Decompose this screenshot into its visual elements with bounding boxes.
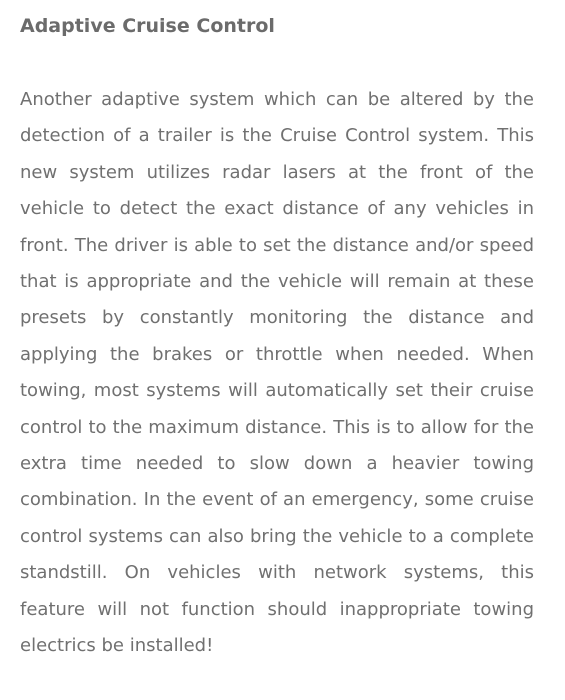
article-body: Another adaptive system which can be altered by the detection of a trailer is the Cruise Control system. This new system utilizes radar lasers at the front of the vehicle to detect the exact distance of any vehicles in front. The driver is able to set the distance and/or speed that is appropriate and the vehicle will remain at these presets by constantly monitoring the distance and applying the brakes or throttle when needed. When towing, most systems will automatically set their cruise control to the maximum distance. This is to allow for the extra time needed to slow down a heavier towing combination. In the event of an emergency, some cruise control systems can also bring the vehicle to a complete standstill. On vehicles with network systems, this feature will not function should inappropriate towing electrics be installed! [20,89,534,657]
article-title: Adaptive Cruise Control [20,15,275,37]
article [20,10,534,665]
